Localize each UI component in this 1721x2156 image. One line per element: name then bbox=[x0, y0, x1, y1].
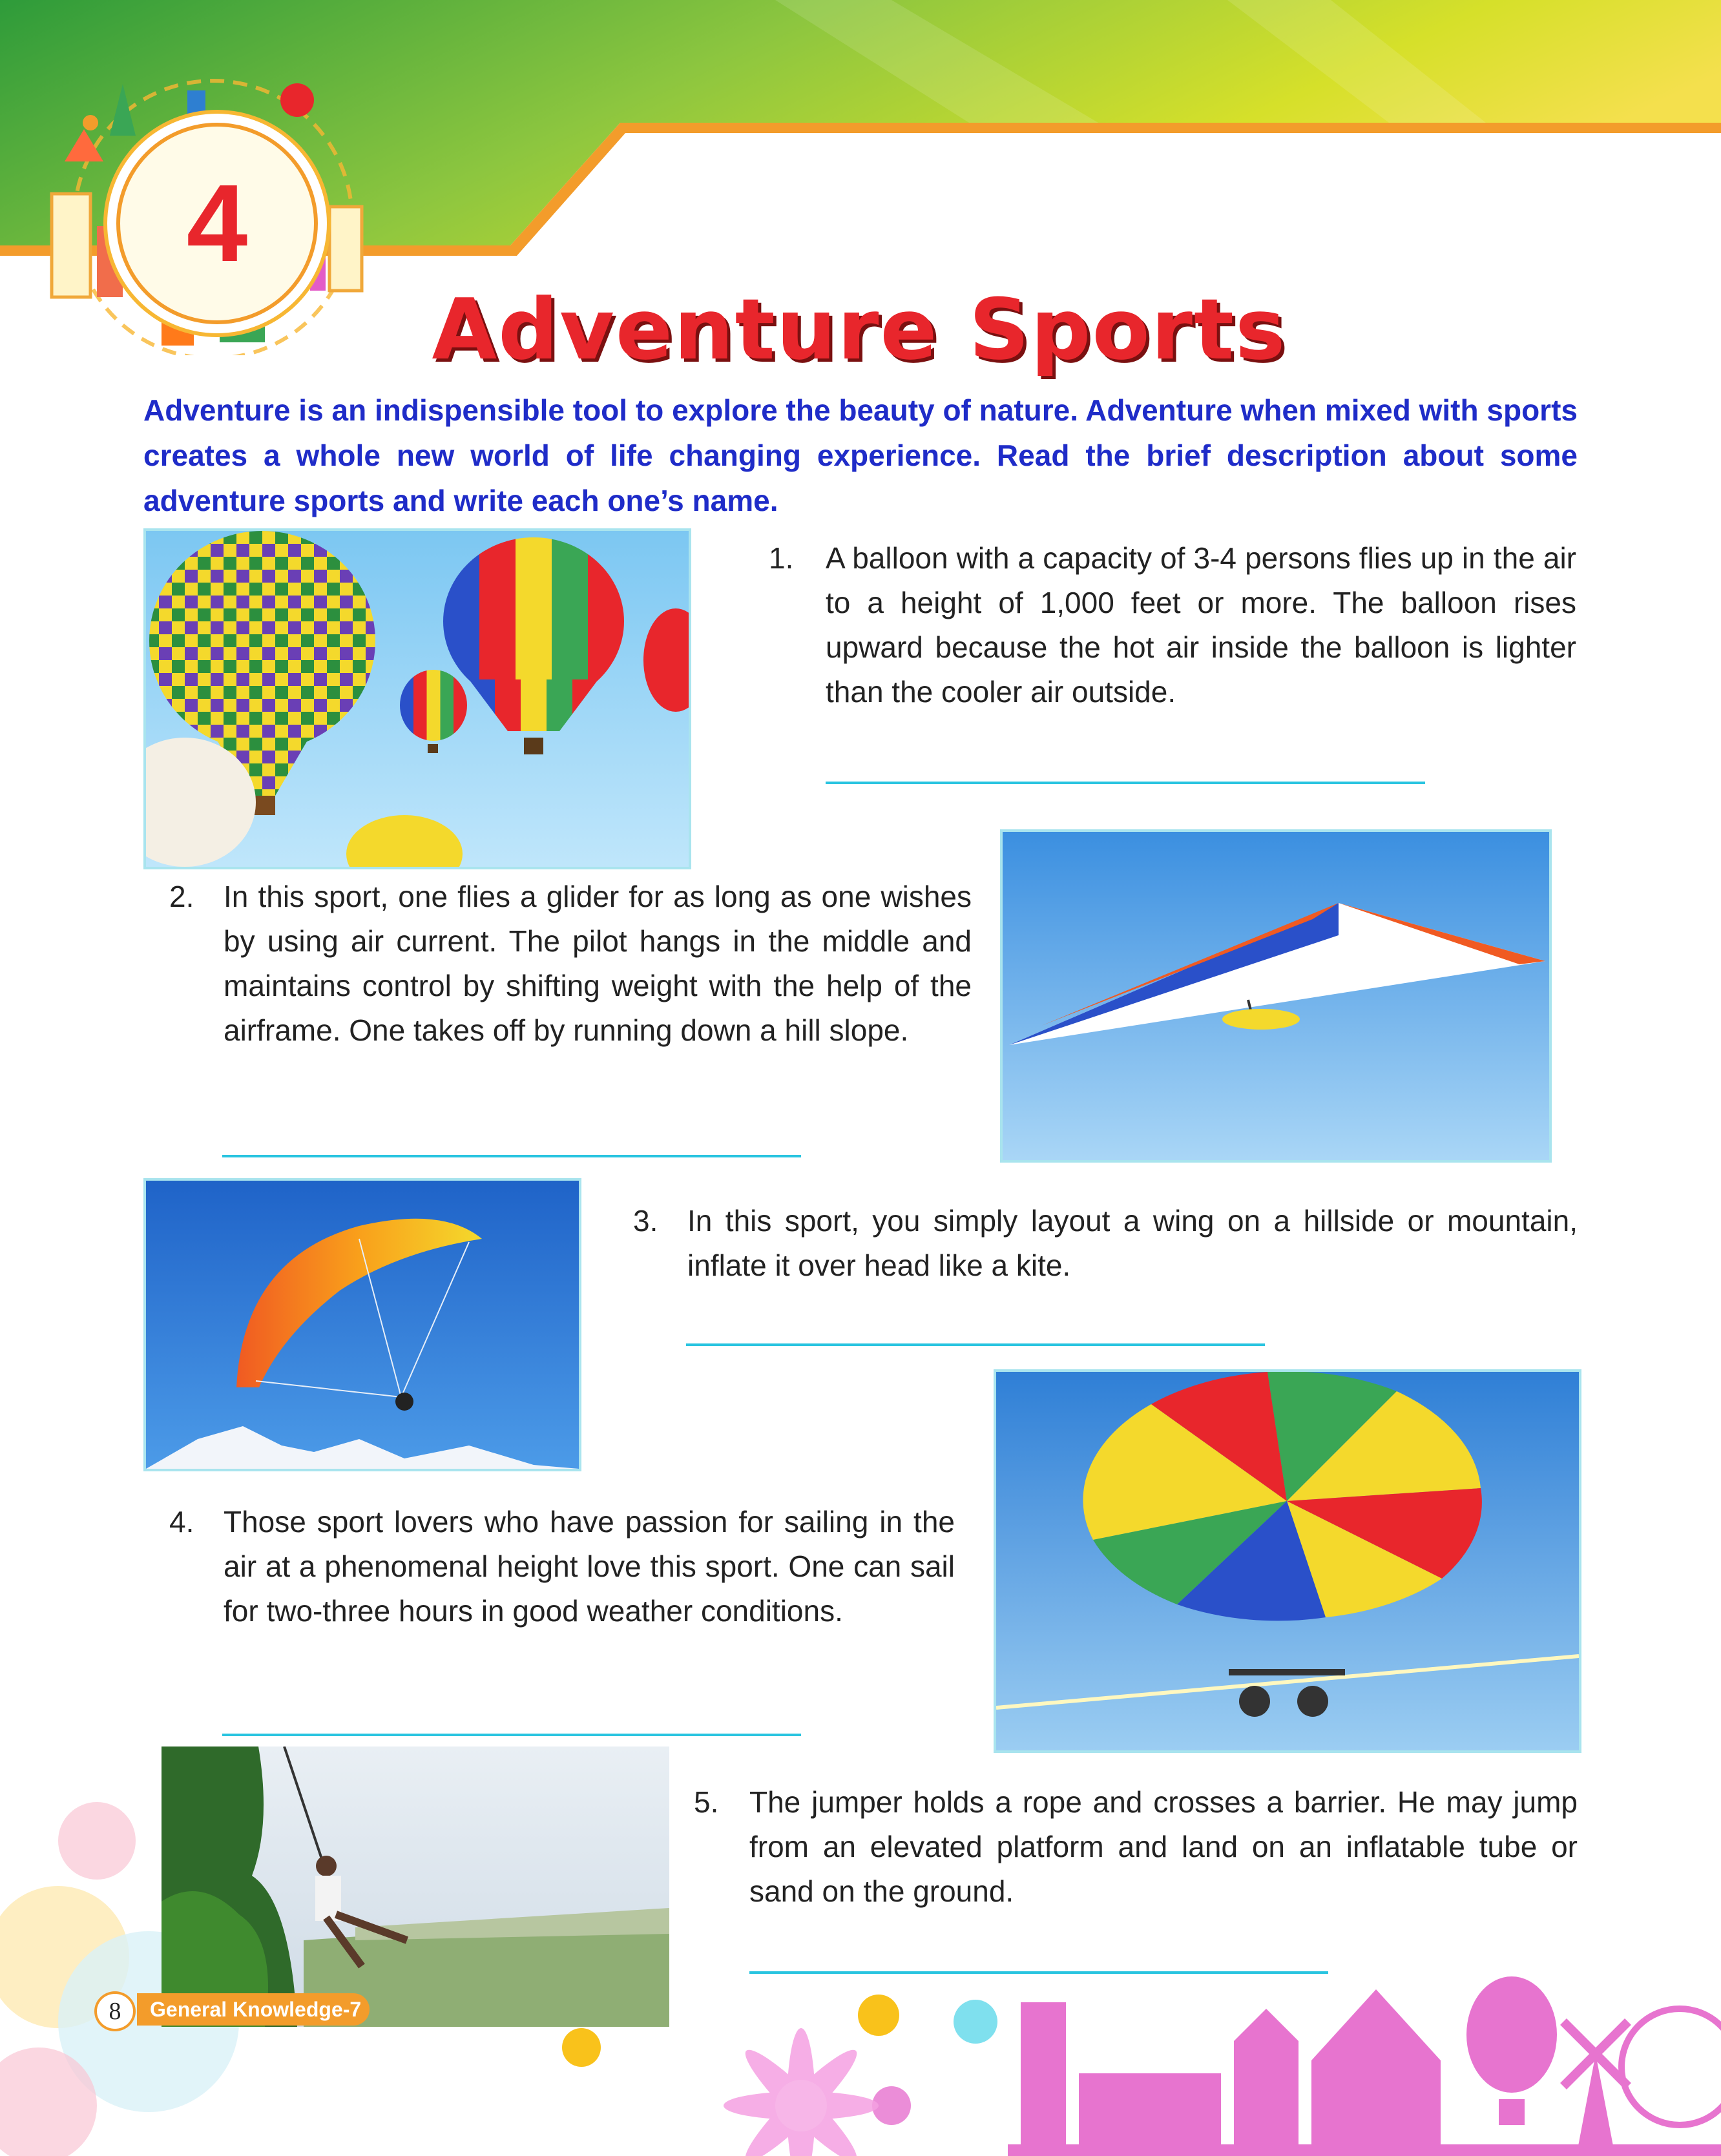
question-text: In this sport, one flies a glider for as long as one wishes by using air current. The pilot hangs in the middle and maintains control by shifting weight with the help of the airframe. One takes off by running down a hill slope. bbox=[224, 880, 972, 1047]
question-text: Those sport lovers who have passion for sailing in the air at a phenomenal height love this sport. One can sail for two-three hours in good weather conditions. bbox=[224, 1505, 955, 1628]
paraglider-photo bbox=[143, 1178, 581, 1471]
hang-glider-photo bbox=[1000, 829, 1552, 1163]
question-number: 1. bbox=[769, 541, 794, 575]
answer-line-5[interactable] bbox=[749, 1971, 1328, 1974]
question-number: 4. bbox=[169, 1505, 194, 1539]
question-5 bbox=[694, 1780, 1578, 1914]
intro-paragraph: Adventure is an indispensible tool to explore the beauty of nature. Adventure when mixed with sports creates a whole new world of life changing experience. Read the brief description about some adventure sports and write each one’s name. bbox=[143, 393, 1578, 517]
question-3 bbox=[633, 1199, 1578, 1288]
answer-line-1[interactable] bbox=[826, 782, 1425, 784]
question-text: The jumper holds a rope and crosses a barrier. He may jump from an elevated platform and land on an inflatable tube or sand on the ground. bbox=[749, 1785, 1578, 1908]
hot-air-balloon-photo bbox=[143, 528, 691, 869]
question-4 bbox=[169, 1500, 955, 1633]
question-number: 3. bbox=[633, 1204, 658, 1238]
question-2 bbox=[169, 875, 972, 1053]
page-number: 8 bbox=[94, 1991, 136, 2031]
city-skyline-silhouette-icon bbox=[1008, 1964, 1721, 2156]
question-number: 2. bbox=[169, 880, 194, 913]
chapter-badge bbox=[116, 123, 318, 324]
page-title: Adventure Sports bbox=[432, 280, 1287, 378]
chapter-number: 4 bbox=[186, 162, 248, 285]
question-number: 5. bbox=[694, 1785, 719, 1819]
answer-line-4[interactable] bbox=[222, 1734, 801, 1736]
book-title: General Knowledge-7 bbox=[137, 1993, 370, 2026]
answer-line-2[interactable] bbox=[222, 1155, 801, 1157]
parasail-photo bbox=[994, 1369, 1581, 1753]
question-text: In this sport, you simply layout a wing on a hillside or mountain, inflate it over head like a kite. bbox=[687, 1204, 1578, 1282]
answer-line-3[interactable] bbox=[686, 1343, 1265, 1346]
zipline-photo bbox=[162, 1747, 669, 2027]
question-1 bbox=[769, 536, 1576, 714]
question-text: A balloon with a capacity of 3-4 persons flies up in the air to a height of 1,000 feet or more. The balloon rises upward because the hot air inside the balloon is lighter than the cooler air outside. bbox=[826, 541, 1576, 709]
